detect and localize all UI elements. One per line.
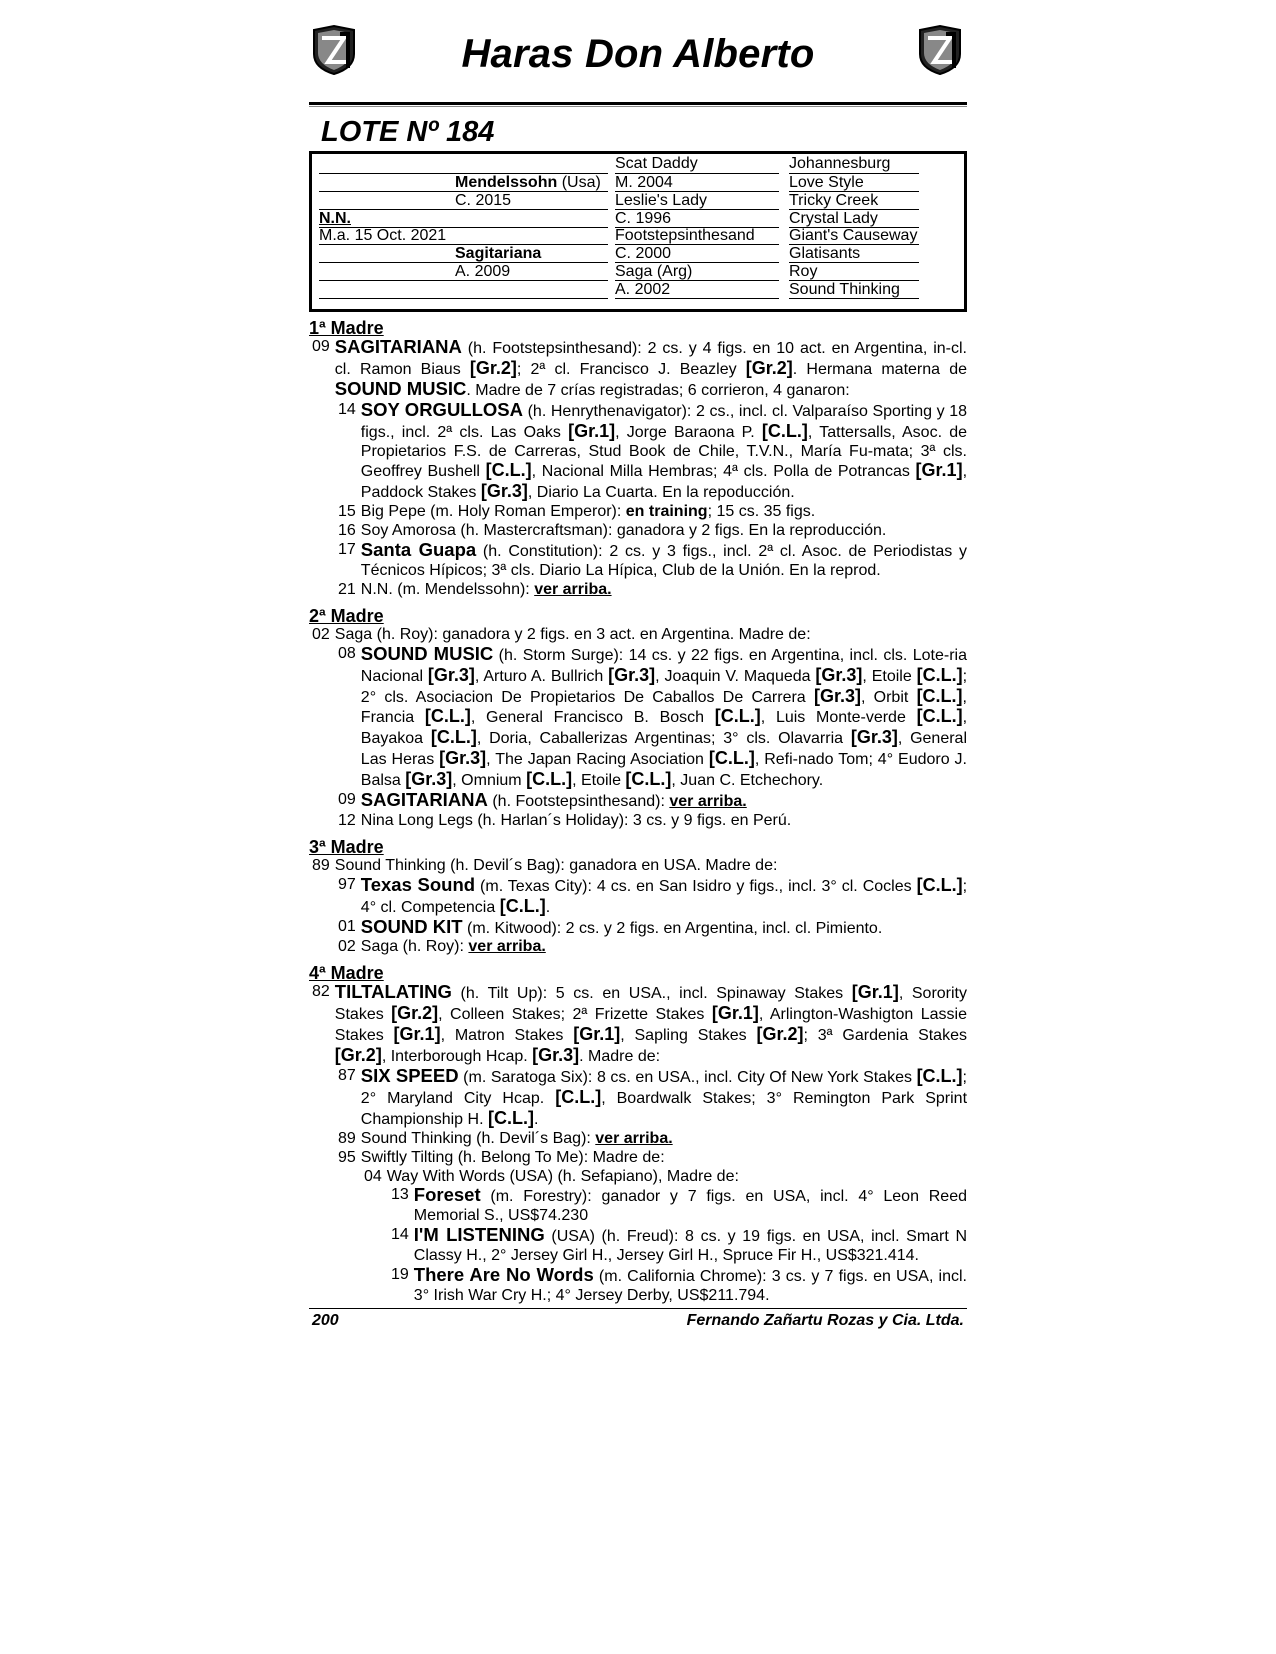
list-item: 02 Saga (h. Roy): ganadora y 2 figs. en 3 act. en Argentina. Madre de: (312, 625, 811, 643)
ggg-1: Johannesburg (789, 155, 891, 172)
list-item: 02 Saga (h. Roy): ver arriba. (338, 938, 546, 956)
ggg-8: Sound Thinking (789, 281, 900, 298)
ggg-3: Tricky Creek (789, 192, 879, 209)
shield-logo-icon (916, 24, 964, 76)
grandsire-maternal: Footstepsinthesand (615, 227, 755, 244)
granddam-paternal: Leslie's Lady (615, 192, 707, 209)
list-item: 15 Big Pepe (m. Holy Roman Emperor): en training; 15 cs. 35 figs. (338, 503, 816, 521)
list-item: 09 SAGITARIANA (h. Footstepsinthesand): 2 cs. y 4 figs. en 10 act. en Argentina, in-cl. cl. Ramon Biaus [Gr.2]; 2ª cl. Francisco J. Beazley [Gr.2]. Hermana materna de SOUND MUSIC. Madre de 7 crías registradas; 6 corrieron, 4 ganaron: (312, 336, 968, 399)
grandsire-paternal: Scat Daddy (615, 155, 698, 172)
list-item: 97 Texas Sound (m. Texas City): 4 cs. en San Isidro y figs., incl. 3° cl. Cocles [C.L.]; 4° cl. Competencia [C.L.]. (338, 873, 968, 916)
lot-number: LOTE Nº 184 (321, 116, 495, 148)
pedigree-table (309, 151, 967, 312)
company-name: Fernando Zañartu Rozas y Cia. Ltda. (686, 1311, 964, 1329)
sire-detail: C. 2015 (455, 192, 512, 209)
list-item: 08 SOUND MUSIC (h. Storm Surge): 14 cs. y 22 figs. en Argentina, incl. cls. Lote-ria Nacional [Gr.3], Arturo A. Bullrich [Gr.3], Joaquin V. Maqueda [Gr.3], Etoile [C.L.]; 2° cls. Asociacion De Propietarios De Caballos De Carrera [Gr.3], Orbit [C.L.], Francia [C.L.], General Francisco B. Bosch [C.L.], Luis Monte-verde [C.L.], Bayakoa [C.L.], Doria, Caballerizas Argentinas; 3° cls. Olavarria [Gr.3], General Las Heras [Gr.3], The Japan Racing Asociation [C.L.], Refi-nado Tom; 4° Eudoro J. Balsa [Gr.3], Omnium [C.L.], Etoile [C.L.], Juan C. Etchechory. (338, 642, 968, 790)
list-item: 01 SOUND KIT (m. Kitwood): 2 cs. y 2 figs. en Argentina, incl. cl. Pimiento. (338, 915, 883, 937)
grandsire-paternal-detail: M. 2004 (615, 174, 673, 191)
list-item: 12 Nina Long Legs (h. Harlan´s Holiday): 3 cs. y 9 figs. en Perú. (338, 811, 792, 829)
produce-record (309, 319, 967, 1306)
list-item: 04 Way With Words (USA) (h. Sefapiano), Madre de: (364, 1167, 739, 1185)
granddam-maternal-detail: A. 2002 (615, 281, 671, 298)
list-item: 95 Swiftly Tilting (h. Belong To Me): Madre de: (338, 1148, 665, 1166)
page-number: 200 (312, 1311, 339, 1329)
ggg-2: Love Style (789, 174, 864, 191)
section-heading-3: 3ª Madre (309, 836, 384, 857)
list-item: 21 N.N. (m. Mendelssohn): ver arriba. (338, 580, 612, 598)
ggg-7: Roy (789, 263, 818, 280)
list-item: 19 There Are No Words (m. California Chrome): 3 cs. y 7 figs. en USA, incl. 3° Irish War Cry H.; 4° Jersey Derby, US$211.794. (391, 1264, 967, 1304)
section-heading-1: 1ª Madre (309, 318, 384, 338)
list-item: 14 SOY ORGULLOSA (h. Henrythenavigator): 2 cs., incl. cl. Valparaíso Sporting y 18 figs., incl. 2ª cls. Las Oaks [Gr.1], Jorge Baraona P. [C.L.], Tattersalls, Asoc. de Propietarios F.S. de Carreras, Stud Book de Chile, T.V.N., María Fu-mata; 3ª cls. Geoffrey Bushell [C.L.], Nacional Milla Hembras; 4ª cls. Polla de Potrancas [Gr.1], Paddock Stakes [Gr.3], Diario La Cuarta. En la repoducción. (338, 398, 968, 502)
list-item: 13 Foreset (m. Forestry): ganador y 7 figs. en USA, incl. 4° Leon Reed Memorial S., US$74.230 (391, 1184, 967, 1225)
granddam-maternal: Saga (Arg) (615, 263, 693, 280)
list-item: 09 SAGITARIANA (h. Footstepsinthesand): ver arriba. (338, 789, 747, 811)
foal-detail: M.a. 15 Oct. 2021 (319, 227, 447, 244)
list-item: 87 SIX SPEED (m. Saratoga Six): 8 cs. en USA., incl. City Of New York Stakes [C.L.]; 2° Maryland City Hcap. [C.L.], Boardwalk Stakes; 3° Remington Park Sprint Championship H. [C.L.]. (338, 1065, 968, 1128)
ggg-6: Glatisants (789, 245, 861, 262)
section-heading-4: 4ª Madre (309, 963, 384, 984)
catalog-page (309, 22, 967, 1330)
list-item: 16 Soy Amorosa (h. Mastercraftsman): ganadora y 2 figs. En la reproducción. (338, 522, 887, 540)
list-item: 17 Santa Guapa (h. Constitution): 2 cs. y 3 figs., incl. 2ª cl. Asoc. de Periodistas y Técnicos Hípicos; 3ª cls. Diario La Hípica, Club de la Unión. En la reprod. (338, 539, 967, 579)
list-item: 89 Sound Thinking (h. Devil´s Bag): ver arriba. (338, 1129, 673, 1147)
list-item: 82 TILTALATING (h. Tilt Up): 5 cs. en USA., incl. Spinaway Stakes [Gr.1], Sorority Stakes [Gr.2], Colleen Stakes; 2ª Frizette Stakes [Gr.1], Arlington-Washigton Lassie Stakes [Gr.1], Matron Stakes [Gr.1], Sapling Stakes [Gr.2]; 3ª Gardenia Stakes [Gr.2], Interborough Hcap. [Gr.3]. Madre de: (312, 981, 968, 1066)
granddam-paternal-detail: C. 1996 (615, 210, 672, 227)
page-title: Haras Don Alberto (461, 32, 815, 76)
sire: Mendelssohn (Usa) (455, 174, 601, 191)
header-rule (309, 102, 967, 107)
foal-name: N.N. (319, 210, 351, 227)
grandsire-maternal-detail: C. 2000 (615, 245, 672, 262)
page-footer (309, 1308, 967, 1330)
page-header (309, 22, 967, 82)
ggg-4: Crystal Lady (789, 210, 878, 227)
dam-detail: A. 2009 (455, 263, 511, 280)
ggg-5: Giant's Causeway (789, 227, 918, 244)
list-item: 14 I'M LISTENING (USA) (h. Freud): 8 cs. y 19 figs. en USA, incl. Smart N Classy H., 2° Jersey Girl H., Jersey Girl H., Spruce Fir H., US$321.414. (391, 1224, 968, 1265)
dam: Sagitariana (455, 245, 542, 262)
list-item: 89 Sound Thinking (h. Devil´s Bag): ganadora en USA. Madre de: (312, 856, 778, 874)
section-heading-2: 2ª Madre (309, 605, 384, 626)
